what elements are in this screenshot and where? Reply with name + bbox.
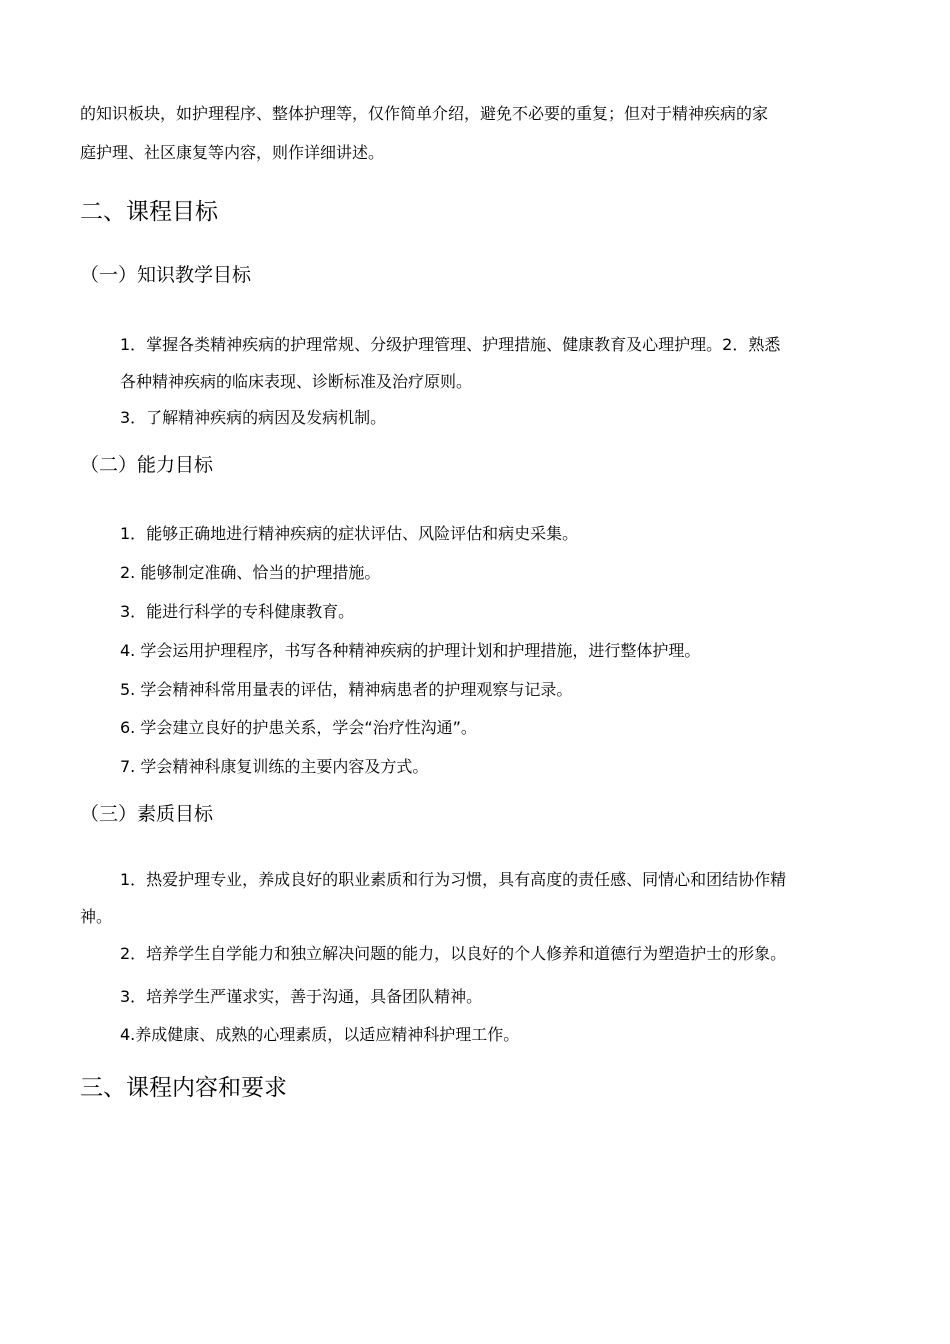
ability-item: 2. 能够制定准确、恰当的护理措施。 [120, 563, 381, 582]
knowledge-item-1-line-2: 各种精神疾病的临床表现、诊断标准及治疗原则。 [120, 372, 473, 391]
quality-item-3: 3．培养学生严谨求实，善于沟通，具备团队精神。 [120, 987, 483, 1006]
ability-item: 3．能进行科学的专科健康教育。 [120, 602, 355, 621]
ability-item: 1．能够正确地进行精神疾病的症状评估、风险评估和病史采集。 [120, 524, 579, 543]
quality-item-1-line-1: 1．热爱护理专业，养成良好的职业素质和行为习惯，具有高度的责任感、同情心和团结协作精 [120, 870, 787, 889]
section-2-heading: 二、课程目标 [80, 199, 218, 225]
section-3-heading: 三、课程内容和要求 [80, 1075, 287, 1101]
quality-item-1-line-2: 神。 [80, 907, 113, 926]
quality-item-4: 4.养成健康、成熟的心理素质，以适应精神科护理工作。 [120, 1025, 520, 1044]
intro-line-2: 庭护理、社区康复等内容，则作详细讲述。 [80, 143, 385, 162]
ability-item: 5. 学会精神科常用量表的评估，精神病患者的护理观察与记录。 [120, 680, 573, 699]
intro-line-1: 的知识板块，如护理程序、整体护理等，仅作简单介绍，避免不必要的重复；但对于精神疾病的家 [80, 104, 769, 123]
knowledge-item-1-line-1: 1．掌握各类精神疾病的护理常规、分级护理管理、护理措施、健康教育及心理护理。2．熟悉 [120, 335, 781, 354]
knowledge-item-3: 3．了解精神疾病的病因及发病机制。 [120, 408, 387, 427]
knowledge-goals-heading: （一）知识教学目标 [80, 264, 252, 286]
quality-item-2: 2．培养学生自学能力和独立解决问题的能力，以良好的个人修养和道德行为塑造护士的形象。 [120, 944, 787, 963]
ability-item: 4. 学会运用护理程序，书写各种精神疾病的护理计划和护理措施，进行整体护理。 [120, 641, 701, 660]
ability-item: 6. 学会建立良好的护患关系，学会“治疗性沟通”。 [120, 718, 477, 737]
ability-item: 7. 学会精神科康复训练的主要内容及方式。 [120, 757, 429, 776]
ability-goals-heading: （二）能力目标 [80, 454, 214, 476]
quality-goals-heading: （三）素质目标 [80, 803, 214, 825]
